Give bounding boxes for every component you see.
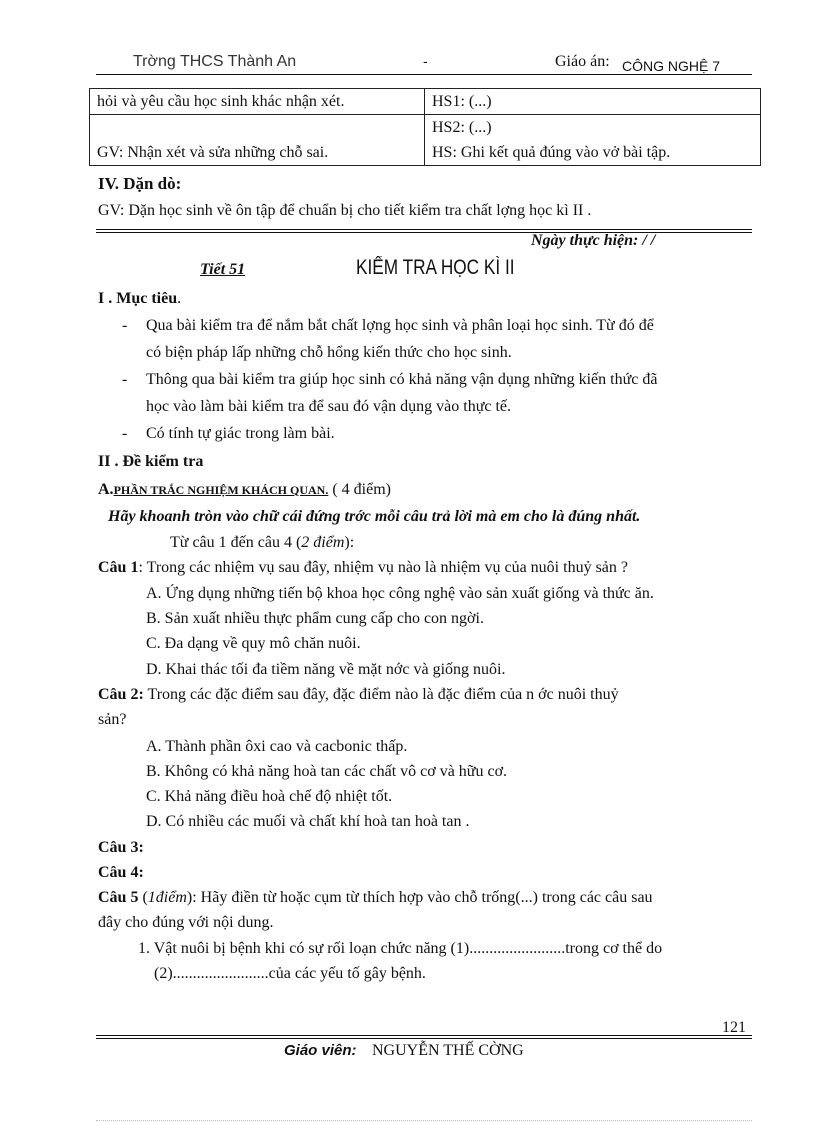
question-5-text: ): Hãy điền từ hoặc cụm từ thích hợp vào chỗ trống(...) trong các câu sau [186, 889, 653, 906]
question-3-label: Câu 3: [98, 839, 144, 856]
teacher-label: Giáo viên: [284, 1042, 357, 1059]
part-a-prefix: A. [98, 481, 114, 498]
q1-option-d: D. Khai thác tối đa tiềm năng về mặt nớc và giống nuôi. [146, 661, 506, 678]
part-a-heading [98, 478, 391, 502]
period-label: Tiết 51 [200, 261, 246, 278]
table-row [90, 140, 761, 166]
question-1-label: Câu 1 [98, 559, 139, 576]
objectives-heading [98, 287, 181, 311]
header-dash: - [423, 53, 428, 69]
question-2-text: Trong các đặc điểm sau đây, đặc điểm nào là đặc điểm của n ớc nuôi thuỷ [143, 686, 619, 703]
header-school: Trờng THCS Thành An [133, 53, 297, 70]
objectives-heading-dot: . [177, 290, 182, 307]
footer-rule [96, 1038, 752, 1039]
question-4-label: Câu 4: [98, 864, 144, 881]
review-table [89, 88, 761, 166]
q1-option-b: B. Sản xuất nhiều thực phẩm cung cấp cho con ngời. [146, 610, 484, 627]
table-cell: HS: Ghi kết quả đúng vào vở bài tập. [425, 140, 761, 166]
instruction: Hãy khoanh tròn vào chữ cái đứng trớc mỗi câu trả lời mà em cho là đúng nhất. [108, 508, 641, 525]
objective-bullet: - [122, 425, 128, 442]
table-row [90, 115, 761, 141]
q1-option-a: A. Ứng dụng những tiến bộ khoa học công nghệ vào sản xuất giống và thức ăn. [146, 585, 654, 602]
question-2 [98, 683, 619, 707]
objective-item: Qua bài kiểm tra để nắm bắt chất lợng học sinh và phân loại học sinh. Từ đó để [146, 317, 654, 334]
range-close: ): [344, 534, 355, 551]
objective-item: Có tính tự giác trong làm bài. [146, 425, 335, 442]
question-5-points-open: ( [138, 889, 148, 906]
objective-item: có biện pháp lấp những chỗ hổng kiến thức cho học sinh. [146, 344, 512, 361]
header-lesson-label: Giáo án: [555, 53, 610, 70]
part-a-title: PHẦN TRẮC NGHIỆM KHÁCH QUAN. [113, 483, 329, 497]
table-cell: GV: Nhận xét và sửa những chỗ sai. [90, 140, 425, 166]
question-5-points: 1điểm [147, 889, 187, 906]
table-cell: HS2: (...) [425, 115, 761, 141]
table-row [90, 89, 761, 115]
page-edge [96, 1120, 752, 1121]
homework-text: GV: Dặn học sinh về ôn tập để chuẩn bị cho tiết kiểm tra chất lợng học kì II . [98, 202, 592, 219]
header-subject: CÔNG NGHỆ 7 [622, 58, 721, 74]
fill-line-1: 1. Vật nuôi bị bệnh khi có sự rối loạn chức năng (1)........................trong cơ thể do [138, 940, 663, 957]
part-a-points: ( 4 điểm) [328, 481, 391, 498]
exam-heading: II . Đề kiểm tra [98, 453, 204, 470]
range-points: 2 điểm [301, 534, 345, 551]
q2-option-c: C. Khả năng điều hoà chế độ nhiệt tốt. [146, 788, 393, 805]
teacher-name: NGUYỄN THẾ CỜNG [372, 1042, 524, 1059]
table-cell: HS1: (...) [425, 89, 761, 115]
range-text [170, 531, 354, 555]
question-5 [98, 886, 653, 910]
question-1-text: : Trong các nhiệm vụ sau đây, nhiệm vụ nào là nhiệm vụ của nuôi thuỷ sản ? [138, 559, 628, 576]
table-cell [90, 115, 425, 141]
table-cell: hỏi và yêu cầu học sinh khác nhận xét. [90, 89, 425, 115]
date-line: Ngày thực hiện: / / [531, 232, 656, 249]
objective-item: học vào làm bài kiểm tra để sau đó vận dụng vào thực tế. [146, 398, 512, 415]
header-rule [96, 74, 752, 75]
question-5-text-cont: đây cho đúng với nội dung. [98, 914, 274, 931]
question-5-label: Câu 5 [98, 889, 139, 906]
homework-heading: IV. Dặn dò: [98, 174, 182, 193]
q2-option-a: A. Thành phần ôxi cao và cacbonic thấp. [146, 738, 408, 755]
range-prefix: Từ câu 1 đến câu 4 ( [170, 534, 302, 551]
objective-bullet: - [122, 371, 128, 388]
question-2-text-cont: sản? [98, 711, 127, 728]
fill-line-2: (2)........................của các yếu tố gây bệnh. [154, 965, 426, 982]
question-2-label: Câu 2: [98, 686, 144, 703]
objective-item: Thông qua bài kiểm tra giúp học sinh có khả năng vận dụng những kiến thức đã [146, 371, 658, 388]
q2-option-b: B. Không có khả năng hoà tan các chất vô cơ và hữu cơ. [146, 763, 508, 780]
objectives-heading-text: I . Mục tiêu [98, 290, 178, 307]
page-title: KIỂM TRA HỌC KÌ II [356, 256, 515, 279]
q1-option-c: C. Đa dạng về quy mô chăn nuôi. [146, 635, 361, 652]
objective-bullet: - [122, 317, 128, 334]
footer-rule [96, 1035, 752, 1036]
q2-option-d: D. Có nhiều các muối và chất khí hoà tan hoà tan . [146, 813, 470, 830]
page-number: 121 [722, 1019, 746, 1036]
question-1 [98, 556, 628, 580]
